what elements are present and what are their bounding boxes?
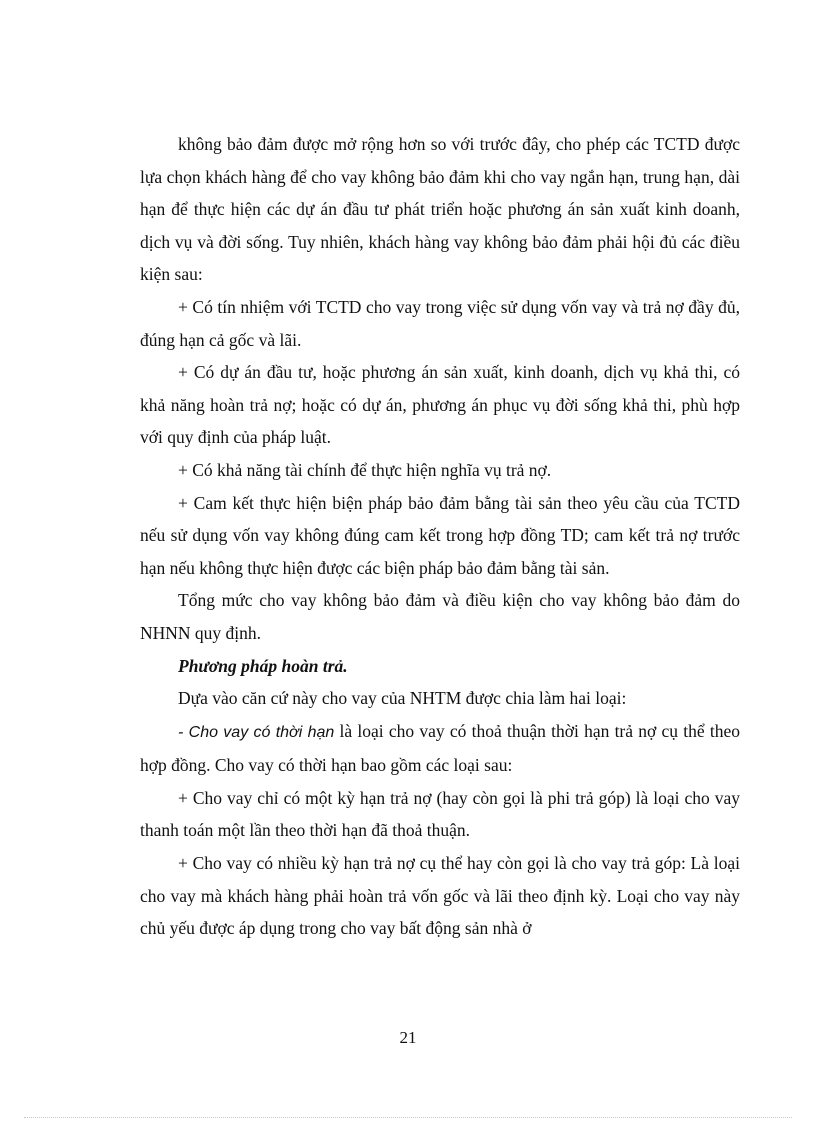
paragraph-condition-credit: + Có tín nhiệm với TCTD cho vay trong việc sử dụng vốn vay và trả nợ đầy đủ, đúng hạn cả gốc và lãi.: [140, 296, 740, 350]
term-loan-label: - Cho vay có thời hạn: [178, 723, 335, 741]
paragraph-single-term: + Cho vay chỉ có một kỳ hạn trả nợ (hay còn gọi là phi trả góp) là loại cho vay thanh toán một lần theo thời hạn đã thoả thuận.: [140, 787, 740, 841]
paragraph-term-loan: [140, 715, 740, 782]
paragraph-intro-types: Dựa vào căn cứ này cho vay của NHTM được chia làm hai loại:: [178, 688, 627, 709]
paragraph-continuation: không bảo đảm được mở rộng hơn so với trước đây, cho phép các TCTD được lựa chọn khách hàng để cho vay không bảo đảm khi cho vay ngắn hạn, trung hạn, dài hạn để thực hiện các dự án đầu tư phát triển hoặc phương án sản xuất kinh doanh, dịch vụ và đời sống. Tuy nhiên, khách hàng vay không bảo đảm phải hội đủ các điều kiện sau:: [140, 134, 740, 285]
paragraph-condition-finance: + Có khả năng tài chính để thực hiện nghĩa vụ trả nợ.: [178, 459, 552, 480]
page-bottom-divider: [24, 1117, 792, 1118]
page-number: 21: [399, 1028, 417, 1047]
section-heading: Phương pháp hoàn trả.: [178, 655, 348, 676]
term-loan-definition: là loại cho vay có thoả thuận thời hạn trả nợ cụ thể theo hợp đồng. Cho vay có thời hạn bao gồm các loại sau:: [140, 720, 741, 776]
paragraph-condition-project: + Có dự án đầu tư, hoặc phương án sản xuất, kinh doanh, dịch vụ khả thi, có khả năng hoàn trả nợ; hoặc có dự án, phương án phục vụ đời sống khả thi, phù hợp với quy định của pháp luật.: [140, 362, 740, 448]
paragraph-installment: + Cho vay có nhiều kỳ hạn trả nợ cụ thể hay còn gọi là cho vay trả góp: Là loại cho vay mà khách hàng phải hoàn trả vốn gốc và lãi theo định kỳ. Loại cho vay này chủ yếu được áp dụng trong cho vay bất động sản nhà ở: [140, 853, 740, 939]
body-text: [140, 128, 740, 945]
paragraph-condition-commitment: + Cam kết thực hiện biện pháp bảo đảm bằng tài sản theo yêu cầu của TCTD nếu sử dụng vốn vay không đúng cam kết trong hợp đồng TD; cam kết trả nợ trước hạn nếu không thực hiện được các biện pháp bảo đảm bằng tài sản.: [140, 492, 740, 578]
paragraph-total-lending: Tổng mức cho vay không bảo đảm và điều kiện cho vay không bảo đảm do NHNN quy định.: [140, 590, 740, 643]
